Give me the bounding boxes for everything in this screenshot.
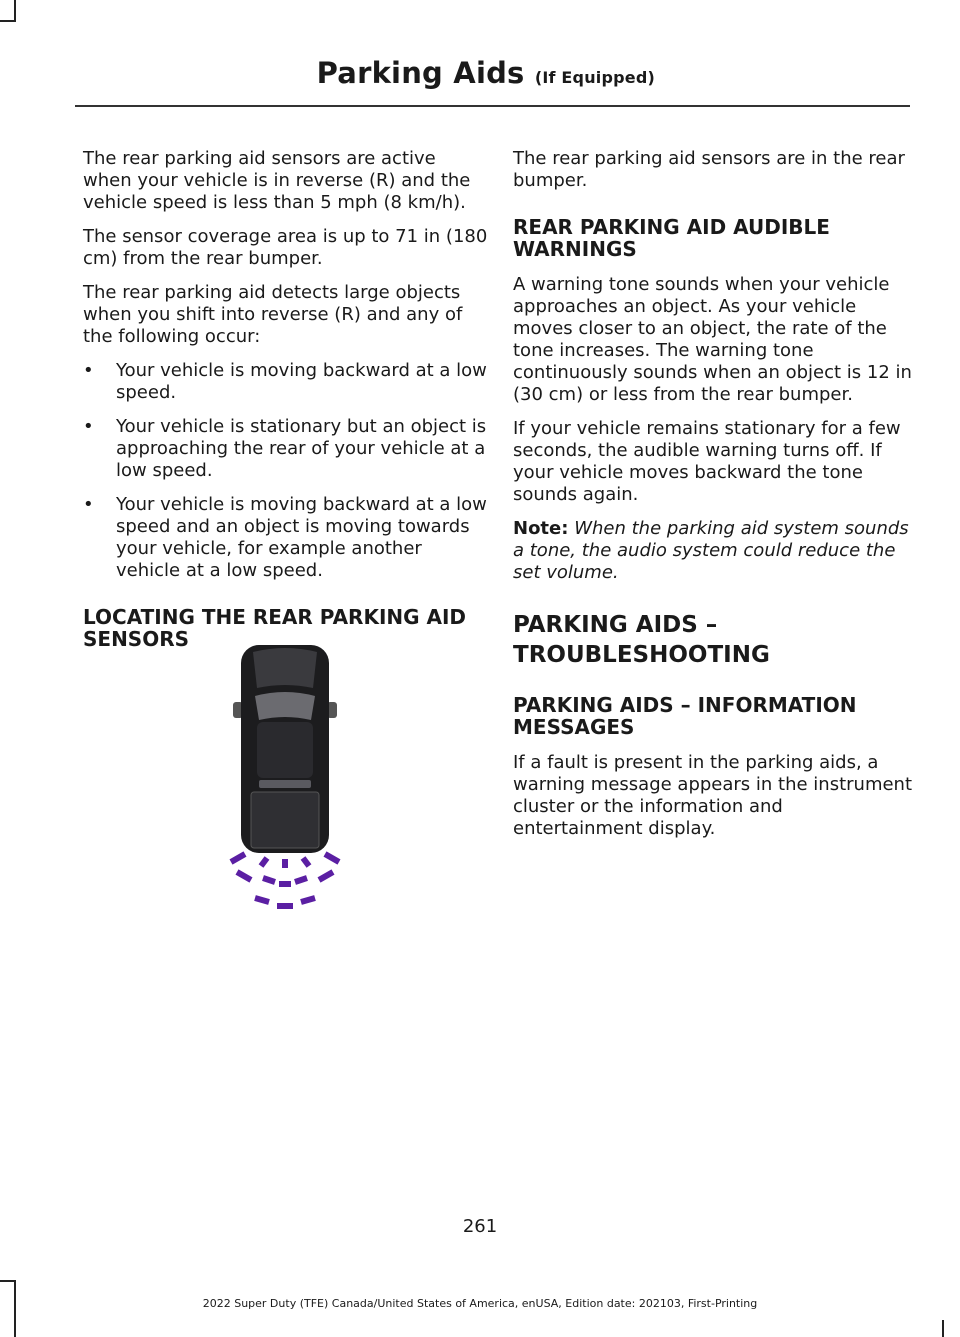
paragraph: The rear parking aid sensors are active when your vehicle is in reverse (R) and the vehicle speed is less than 5 mph (8 km/h).	[83, 148, 471, 213]
paragraph: If a fault is present in the parking aids, a warning message appears in the instrument cluster or the information and entertainment display.	[513, 752, 913, 839]
sensor-wave	[237, 872, 251, 880]
note	[513, 518, 913, 584]
cab-roof	[257, 722, 313, 778]
paragraph: The rear parking aid detects large objects when you shift into reverse (R) and any of the following occur:	[83, 282, 463, 347]
rear-window	[259, 780, 311, 788]
chapter-heading-line1: PARKING AIDS –	[513, 612, 718, 638]
windshield	[255, 692, 315, 720]
truck-hood	[253, 648, 317, 688]
section-heading: REAR PARKING AID AUDIBLE WARNINGS	[513, 215, 830, 261]
paragraph: The rear parking aid sensors are in the rear bumper.	[513, 148, 905, 191]
paragraph: The sensor coverage area is up to 71 in (180 cm) from the rear bumper.	[83, 226, 488, 269]
sensor-wave	[301, 898, 315, 902]
footer-text: 2022 Super Duty (TFE) Canada/United States of America, enUSA, Edition date: 202103, First-Printing	[202, 1297, 758, 1310]
list-item	[83, 494, 488, 582]
chapter-heading-line2: TROUBLESHOOTING	[513, 642, 770, 668]
list-item	[83, 416, 488, 482]
chapter-heading	[513, 610, 913, 670]
list-item-text: Your vehicle is moving backward at a low speed.	[116, 360, 487, 403]
bullet-glyph: •	[83, 416, 94, 437]
sensor-wave	[261, 858, 267, 866]
truck-bed	[251, 792, 319, 848]
crop-mark	[0, 20, 16, 22]
bullet-glyph: •	[83, 360, 94, 381]
sensor-wave	[303, 858, 309, 866]
paragraph: A warning tone sounds when your vehicle approaches an object. As your vehicle moves closer to an object, the rate of the tone increases. The warning tone continuously sounds when an object is 12 in (30 cm) or less from the rear bumper.	[513, 274, 912, 405]
page-title-main: Parking Aids	[316, 56, 525, 90]
sensor-wave	[325, 854, 339, 862]
paragraph: If your vehicle remains stationary for a few seconds, the audible warning turns off. If your vehicle moves backward the tone sounds again.	[513, 418, 901, 505]
page-number: 261	[462, 1216, 498, 1237]
truck-top-view-icon	[225, 640, 345, 920]
list-item	[83, 360, 488, 404]
bullet-glyph: •	[83, 494, 94, 515]
list-item-text: Your vehicle is moving backward at a low speed and an object is moving towards your vehicle, for example another vehicle at a low speed.	[116, 494, 487, 581]
section-heading: LOCATING THE REAR PARKING AID SENSORS	[83, 605, 467, 651]
crop-mark	[0, 1280, 16, 1282]
header-divider	[75, 105, 910, 107]
sensor-wave	[255, 898, 269, 902]
section-heading: PARKING AIDS – INFORMATION MESSAGES	[513, 693, 857, 739]
list-item-text: Your vehicle is stationary but an object is approaching the rear of your vehicle at a low speed.	[116, 416, 487, 481]
rear-sensor-waves	[231, 854, 339, 906]
page-title	[317, 56, 655, 90]
left-column	[83, 148, 488, 664]
bullet-list	[83, 360, 488, 582]
truck-illustration	[225, 640, 345, 920]
crop-mark	[942, 1320, 944, 1337]
page-title-subtitle: (If Equipped)	[534, 68, 655, 87]
sensor-wave	[319, 872, 333, 880]
sensor-wave	[263, 878, 275, 882]
sensor-wave	[231, 854, 245, 862]
crop-mark	[14, 0, 16, 22]
note-text: When the parking aid system sounds a tone, the audio system could reduce the set volume.	[513, 518, 909, 583]
sensor-wave	[295, 878, 307, 882]
note-label: Note:	[513, 518, 569, 539]
right-column	[513, 148, 913, 852]
